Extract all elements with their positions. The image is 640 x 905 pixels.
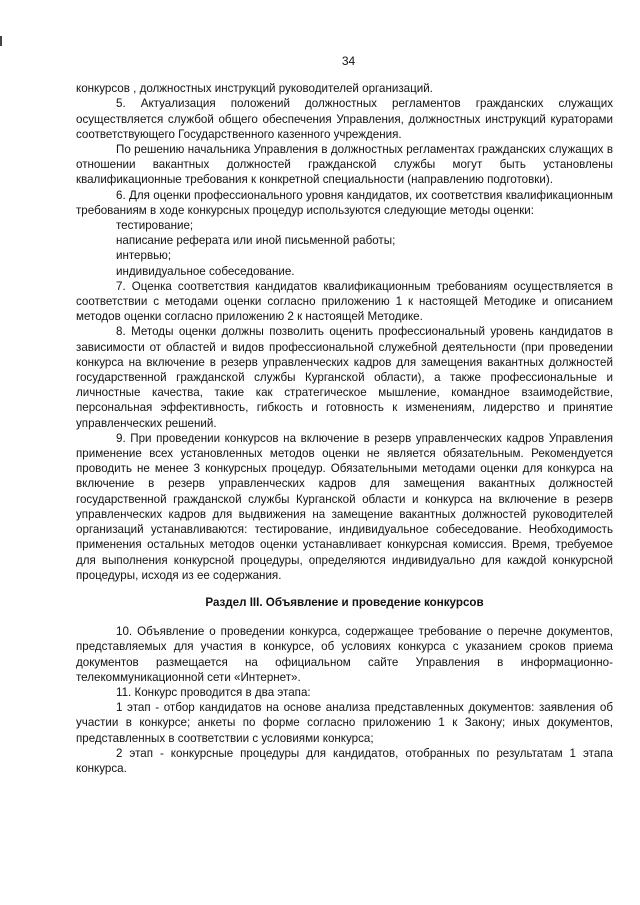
document-page bbox=[76, 54, 613, 776]
paragraph-11-stage-1: 1 этап - отбор кандидатов на основе анализа представленных документов: заявления об участии в конкурсе; анкеты по форме согласно приложению 1 к Закону; иных документов, представленных в соответствии с условиями конкурса; bbox=[76, 701, 613, 745]
paragraph-5-decision: По решению начальника Управления в должностных регламентах гражданских служащих в отношении вакантных должностей гражданской службы могут быть установлены квалификационные требования к конкретной специальности (направлению подготовки). bbox=[76, 143, 613, 187]
list-item: интервью; bbox=[116, 249, 172, 263]
section-title: Раздел III. Объявление и проведение конкурсов bbox=[205, 595, 484, 609]
methods-list bbox=[76, 218, 613, 279]
list-item: написание реферата или иной письменной работы; bbox=[116, 234, 396, 248]
paragraph-11: 11. Конкурс проводится в два этапа: bbox=[116, 685, 311, 699]
paragraph-6: 6. Для оценки профессионального уровня кандидатов, их соответствия квалификационным требованиям в ходе конкурсных процедур используются следующие методы оценки: bbox=[76, 188, 613, 217]
paragraph-8: 8. Методы оценки должны позволить оценить профессиональный уровень кандидатов в зависимости от областей и видов профессиональной служебной деятельности (при проведении конкурса на включение в резерв управленческих кадров для замещения вакантных должностей государственной гражданской службы Курганской области), а также профессиональные и личностные качества, такие как стратегическое мышление, командное взаимодействие, персональная эффективность, гибкость и готовность к изменениям, лидерство и принятие управленческих решений. bbox=[76, 325, 613, 430]
paragraphs-middle bbox=[76, 279, 613, 583]
paragraphs-top bbox=[76, 81, 613, 218]
paragraph-11-stage-2: 2 этап - конкурсные процедуры для кандидатов, отобранных по результатам 1 этапа конкурса. bbox=[76, 746, 613, 775]
paragraph-10: 10. Объявление о проведении конкурса, содержащее требование о перечне документов, представляемых для участия в конкурсе, об условиях конкурса с указанием сроков приема документов размещается на официальном сайте Управления в информационно-телекоммуникационной сети «Интернет». bbox=[76, 625, 613, 684]
paragraph-continuation: конкурсов , должностных инструкций руководителей организаций. bbox=[76, 82, 433, 96]
paragraph-5: 5. Актуализация положений должностных регламентов гражданских служащих осуществляется службой общего обеспечения Управления, должностных инструкций кураторами соответствующего Государственного казенного учреждения. bbox=[76, 97, 613, 141]
paragraphs-bottom bbox=[76, 624, 613, 776]
list-item: тестирование; bbox=[116, 219, 194, 233]
list-item: индивидуальное собеседование. bbox=[116, 264, 295, 278]
paragraph-7: 7. Оценка соответствия кандидатов квалификационным требованиям осуществляется в соответствии с методами оценки согласно приложению 1 к настоящей Методике и описанием методов оценки согласно приложению 2 к настоящей Методике. bbox=[76, 279, 613, 324]
page-number: 34 bbox=[341, 54, 356, 68]
paragraph-9: 9. При проведении конкурсов на включение в резерв управленческих кадров Управления применение всех установленных методов оценки не является обязательным. Рекомендуется проводить не менее 3 конкурсных процедур. Обязательными методами оценки для конкурса на включение в резерв управленческих кадров для замещения вакантных должностей государственной гражданской службы Курганской области и конкурса на включение в резерв управленческих кадров для выдвижения на замещение вакантных должностей руководителей организаций устанавливаются: тестирование, индивидуальное собеседование. Необходимость применения остальных методов оценки устанавливает конкурсная комиссия. Время, требуемое для выполнения конкурсной процедуры, определяются индивидуально для каждой конкурсной процедуры, исходя из ее содержания. bbox=[76, 431, 613, 582]
scan-margin-mark bbox=[0, 36, 2, 46]
